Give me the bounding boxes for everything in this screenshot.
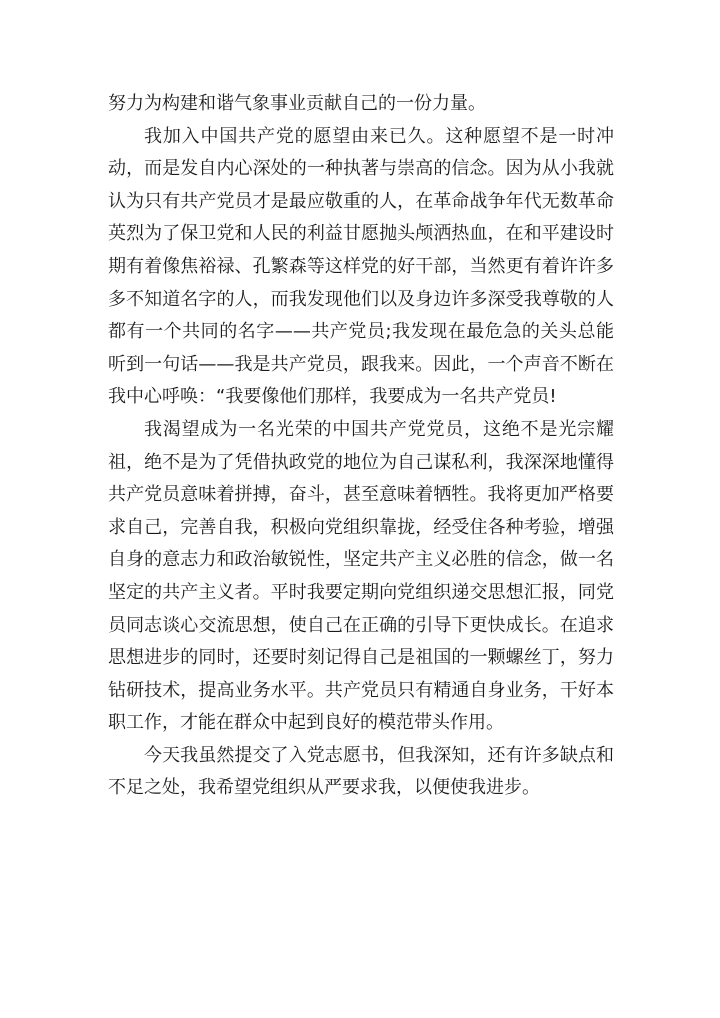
paragraph-1: 努力为构建和谐气象事业贡献自己的一份力量。 (108, 93, 486, 114)
paragraph-2: 我加入中国共产党的愿望由来已久。这种愿望不是一时冲动，而是发自内心深处的一种执著与崇高的信念。因为从小我就认为只有共产党员才是最应敬重的人，在革命战争年代无数革命英烈为了保卫党和人民的利益甘愿抛头颅洒热血，在和平建设时期有着像焦裕禄、孔繁森等这样党的好干部，当然更有着许许多多不知道名字的人，而我发现他们以及身边许多深受我尊敬的人都有一个共同的名字——共产党员;我发现在最危急的关头总能听到一句话——我是共产党员，跟我来。因此，一个声音不断在我中心呼唤：“我要像他们那样，我要成为一名共产党员! (108, 125, 614, 408)
paragraph-4: 今天我虽然提交了入党志愿书，但我深知，还有许多缺点和不足之处，我希望党组织从严要求我，以便使我进步。 (108, 744, 614, 799)
document-body (108, 88, 614, 805)
paragraph-3: 我渴望成为一名光荣的中国共产党党员，这绝不是光宗耀祖，绝不是为了凭借执政党的地位为自己谋私利，我深深地懂得共产党员意味着拼搏，奋斗，甚至意味着牺牲。我将更加严格要求自己，完善自我，积极向党组织靠拢，经受住各种考验，增强自身的意志力和政治敏锐性，坚定共产主义必胜的信念，做一名坚定的共产主义者。平时我要定期向党组织递交思想汇报，同党员同志谈心交流思想，使自己在正确的引导下更快成长。在追求思想进步的同时，还要时刻记得自己是祖国的一颗螺丝丁，努力钻研技术，提高业务水平。共产党员只有精通自身业务，干好本职工作，才能在群众中起到良好的模范带头作用。 (108, 418, 614, 734)
